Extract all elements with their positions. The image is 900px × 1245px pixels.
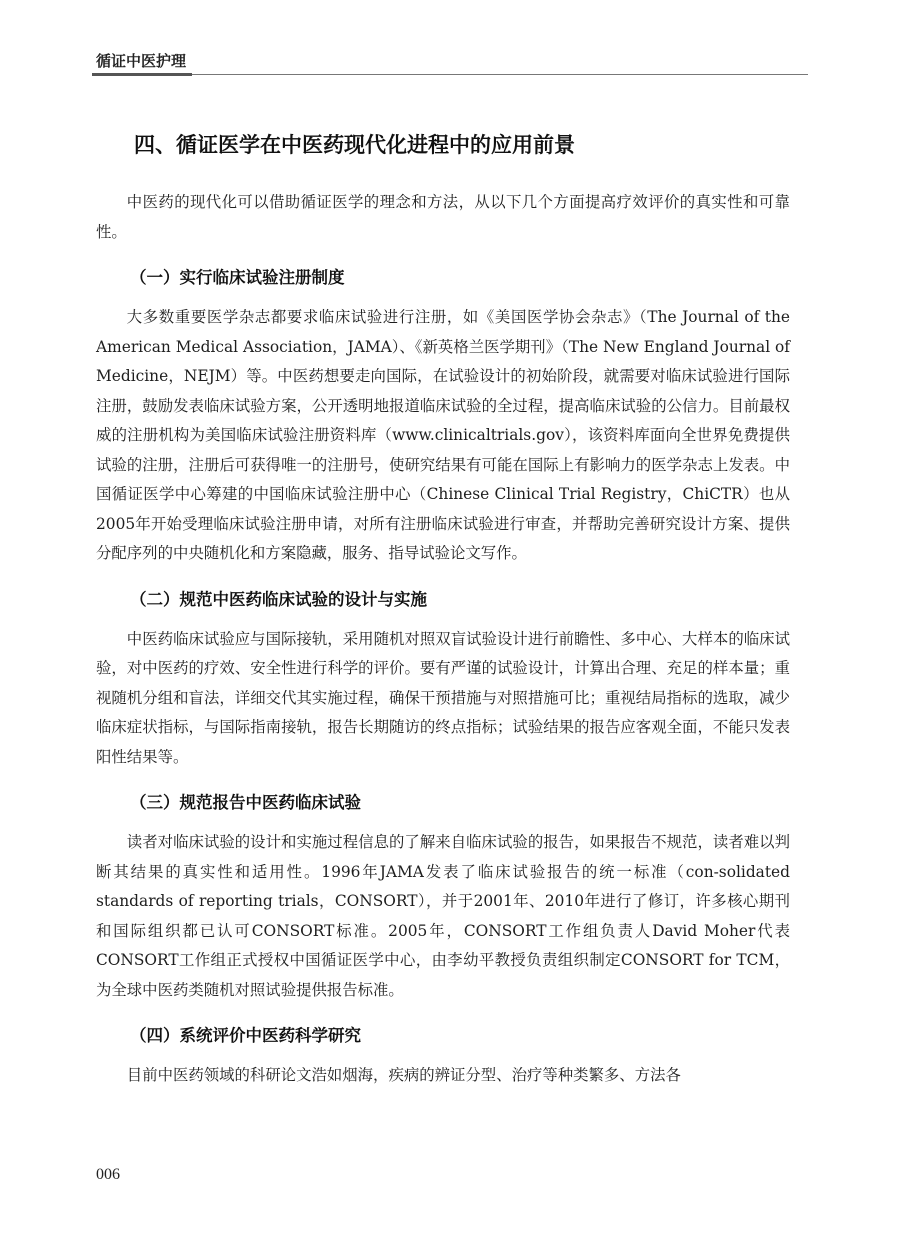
subsection-heading-3: （三）规范报告中医药临床试验 bbox=[130, 793, 361, 812]
subsection-heading-2: （二）规范中医药临床试验的设计与实施 bbox=[130, 589, 427, 609]
page-content bbox=[96, 128, 790, 1097]
section-title: 四、循证医学在中医药现代化进程中的应用前景 bbox=[134, 133, 575, 157]
subsection-heading-4: （四）系统评价中医药科学研究 bbox=[130, 1026, 361, 1045]
page-number: 006 bbox=[96, 1166, 120, 1183]
subsection-heading-1: （一）实行临床试验注册制度 bbox=[130, 268, 345, 287]
subsection-body-1: 大多数重要医学杂志都要求临床试验进行注册，如《美国医学协会杂志》（The Journal of the American Medical Association，JAMA）、《新英格兰医学期刊》（The New England Journal of Medicine，NEJM）等。中医药想要走向国际，在试验设计的初始阶段，就需要对临床试验进行国际注册，鼓励发表临床试验方案，公开透明地报道临床试验的全过程，提高临床试验的公信力。目前最权威的注册机构为美国临床试验注册资料库（www.clinicaltrials.gov），该资料库面向全世界免费提供试验的注册，注册后可获得唯一的注册号，使研究结果有可能在国际上有影响力的医学杂志上发表。中国循证医学中心筹建的中国临床试验注册中心（Chinese Clinical Trial Registry，ChiCTR）也从2005年开始受理临床试验注册申请，对所有注册临床试验进行审查，并帮助完善研究设计方案、提供分配序列的中央随机化和方案隐藏，服务、指导试验论文写作。 bbox=[96, 308, 790, 562]
subsection-body-3: 读者对临床试验的设计和实施过程信息的了解来自临床试验的报告，如果报告不规范，读者难以判断其结果的真实性和适用性。1996年JAMA发表了临床试验报告的统一标准（con-solidated standards of reporting trials，CONSORT），并于2001年、2010年进行了修订，许多核心期刊和国际组织都已认可CONSORT标准。2005年，CONSORT工作组负责人David Moher代表CONSORT工作组正式授权中国循证医学中心，由李幼平教授负责组织制定CONSORT for TCM，为全球中医药类随机对照试验提供报告标准。 bbox=[96, 833, 790, 999]
header-rule bbox=[96, 74, 808, 75]
subsection-body-4: 目前中医药领域的科研论文浩如烟海，疾病的辨证分型、治疗等种类繁多、方法各 bbox=[126, 1066, 681, 1084]
running-head: 循证中医护理 bbox=[96, 52, 187, 70]
subsection-body-2: 中医药临床试验应与国际接轨，采用随机对照双盲试验设计进行前瞻性、多中心、大样本的临床试验，对中医药的疗效、安全性进行科学的评价。要有严谨的试验设计，计算出合理、充足的样本量；重视随机分组和盲法，详细交代其实施过程，确保干预措施与对照措施可比；重视结局指标的选取，减少临床症状指标，与国际指南接轨，报告长期随访的终点指标；试验结果的报告应客观全面，不能只发表阳性结果等。 bbox=[96, 629, 790, 766]
header-tab-bar bbox=[92, 73, 192, 76]
section-intro: 中医药的现代化可以借助循证医学的理念和方法，从以下几个方面提高疗效评价的真实性和可靠性。 bbox=[96, 193, 790, 241]
